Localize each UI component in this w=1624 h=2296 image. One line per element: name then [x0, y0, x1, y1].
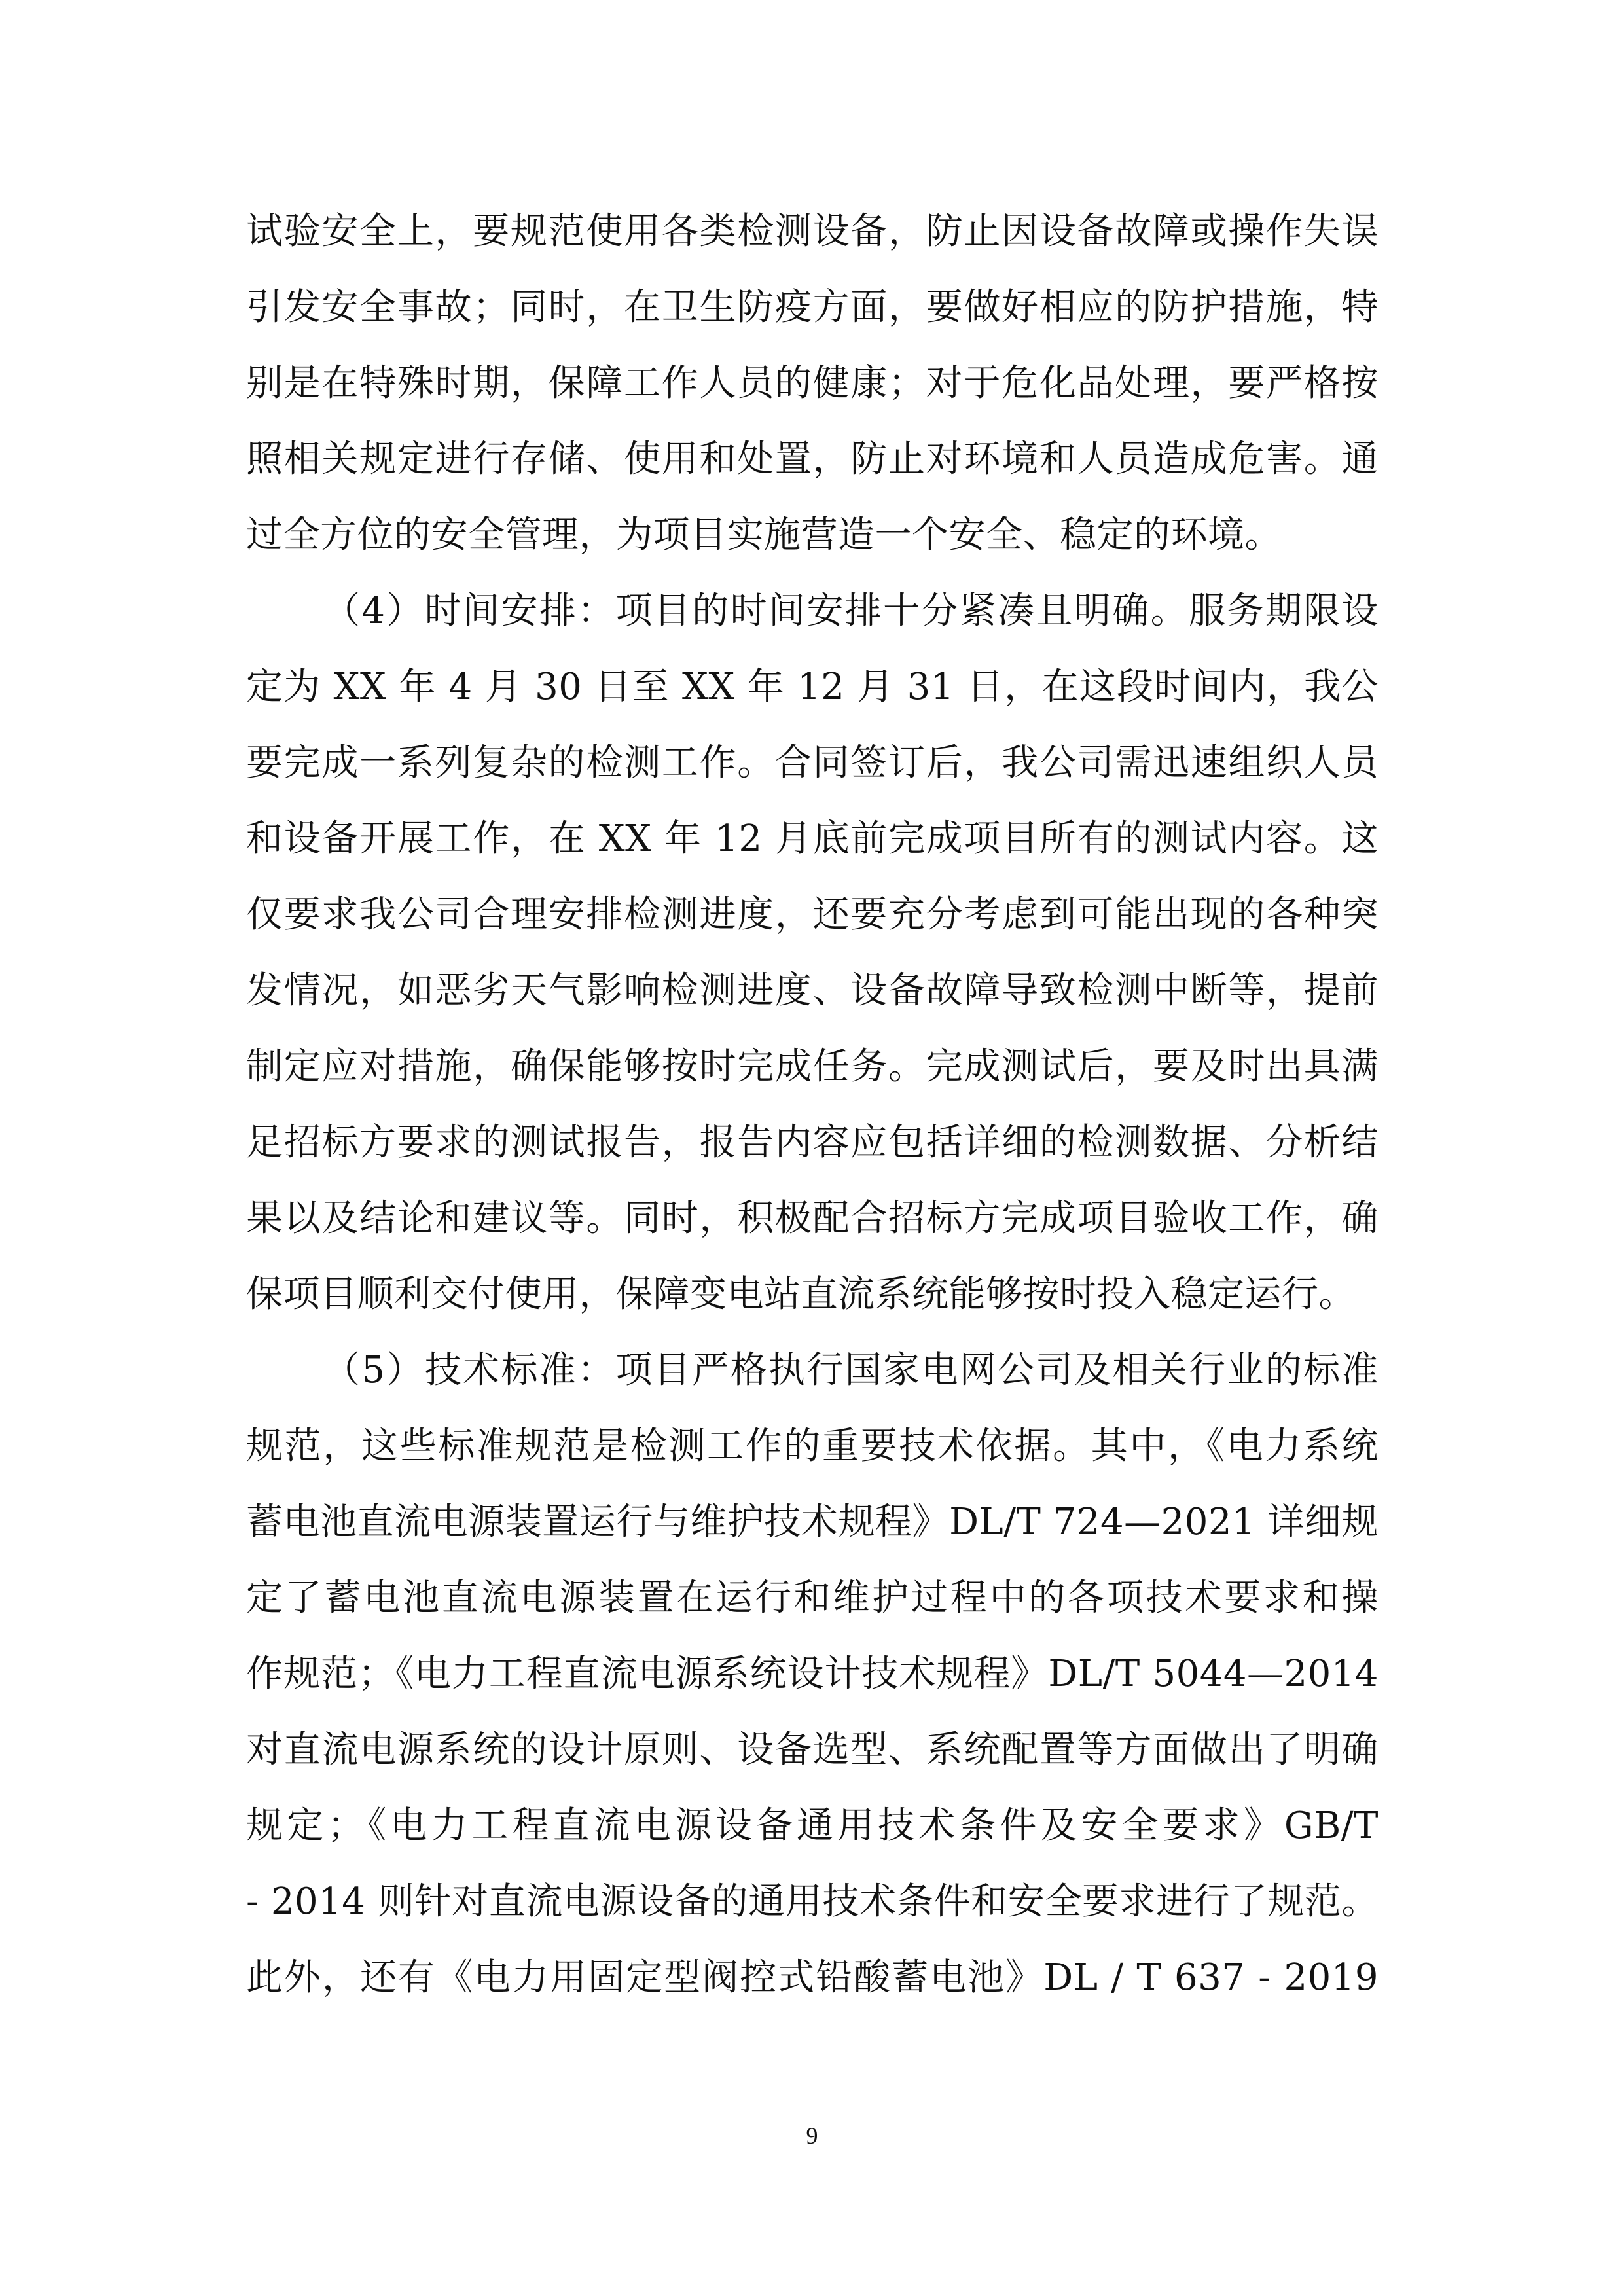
- text-line: 要完成一系列复杂的检测工作。合同签订后，我公司需迅速组织人员: [246, 742, 1379, 784]
- text-line: 照相关规定进行存储、使用和处置，防止对环境和人员造成危害。通: [246, 438, 1379, 480]
- text-line: 蓄电池直流电源装置运行与维护技术规程》DL/T 724—2021 详细规: [246, 1501, 1379, 1543]
- text-line: 果以及结论和建议等。同时，积极配合招标方完成项目验收工作，确: [246, 1197, 1379, 1240]
- text-line: （4）时间安排：项目的时间安排十分紧凑且明确。服务期限设: [323, 590, 1379, 632]
- text-line: 规范，这些标准规范是检测工作的重要技术依据。其中，《电力系统: [246, 1425, 1379, 1467]
- body-text: [246, 194, 1379, 2016]
- text-line: 和设备开展工作，在 XX 年 12 月底前完成项目所有的测试内容。这: [246, 817, 1379, 860]
- text-line: 保项目顺利交付使用，保障变电站直流系统能够按时投入稳定运行。: [246, 1273, 1356, 1316]
- text-line: 仅要求我公司合理安排检测进度，还要充分考虑到可能出现的各种突: [246, 893, 1379, 936]
- text-line: - 2014 则针对直流电源设备的通用技术条件和安全要求进行了规范。: [246, 1880, 1379, 1923]
- text-line: 足招标方要求的测试报告，报告内容应包括详细的检测数据、分析结: [246, 1121, 1379, 1164]
- text-line: 作规范；《电力工程直流电源系统设计技术规程》DL/T 5044—2014: [246, 1653, 1379, 1695]
- text-line: 过全方位的安全管理，为项目实施营造一个安全、稳定的环境。: [246, 514, 1282, 556]
- text-line: 试验安全上，要规范使用各类检测设备，防止因设备故障或操作失误: [246, 210, 1379, 253]
- text-line: 对直流电源系统的设计原则、设备选型、系统配置等方面做出了明确: [246, 1729, 1379, 1771]
- text-line: 制定应对措施，确保能够按时完成任务。完成测试后，要及时出具满: [246, 1045, 1379, 1088]
- text-line: 此外，还有《电力用固定型阀控式铅酸蓄电池》DL / T 637 - 2019: [246, 1956, 1379, 1999]
- text-line: 发情况，如恶劣天气影响检测进度、设备故障导致检测中断等，提前: [246, 969, 1379, 1012]
- text-line: 规定；《电力工程直流电源设备通用技术条件及安全要求》GB/T: [246, 1804, 1379, 1847]
- text-line: （5）技术标准：项目严格执行国家电网公司及相关行业的标准: [323, 1349, 1379, 1391]
- page-number: 9: [806, 2123, 818, 2149]
- text-line: 引发安全事故；同时，在卫生防疫方面，要做好相应的防护措施，特: [246, 286, 1379, 329]
- text-line: 别是在特殊时期，保障工作人员的健康；对于危化品处理，要严格按: [246, 362, 1379, 404]
- text-line: 定为 XX 年 4 月 30 日至 XX 年 12 月 31 日，在这段时间内，我公: [246, 666, 1379, 708]
- text-line: 定了蓄电池直流电源装置在运行和维护过程中的各项技术要求和操: [246, 1577, 1379, 1619]
